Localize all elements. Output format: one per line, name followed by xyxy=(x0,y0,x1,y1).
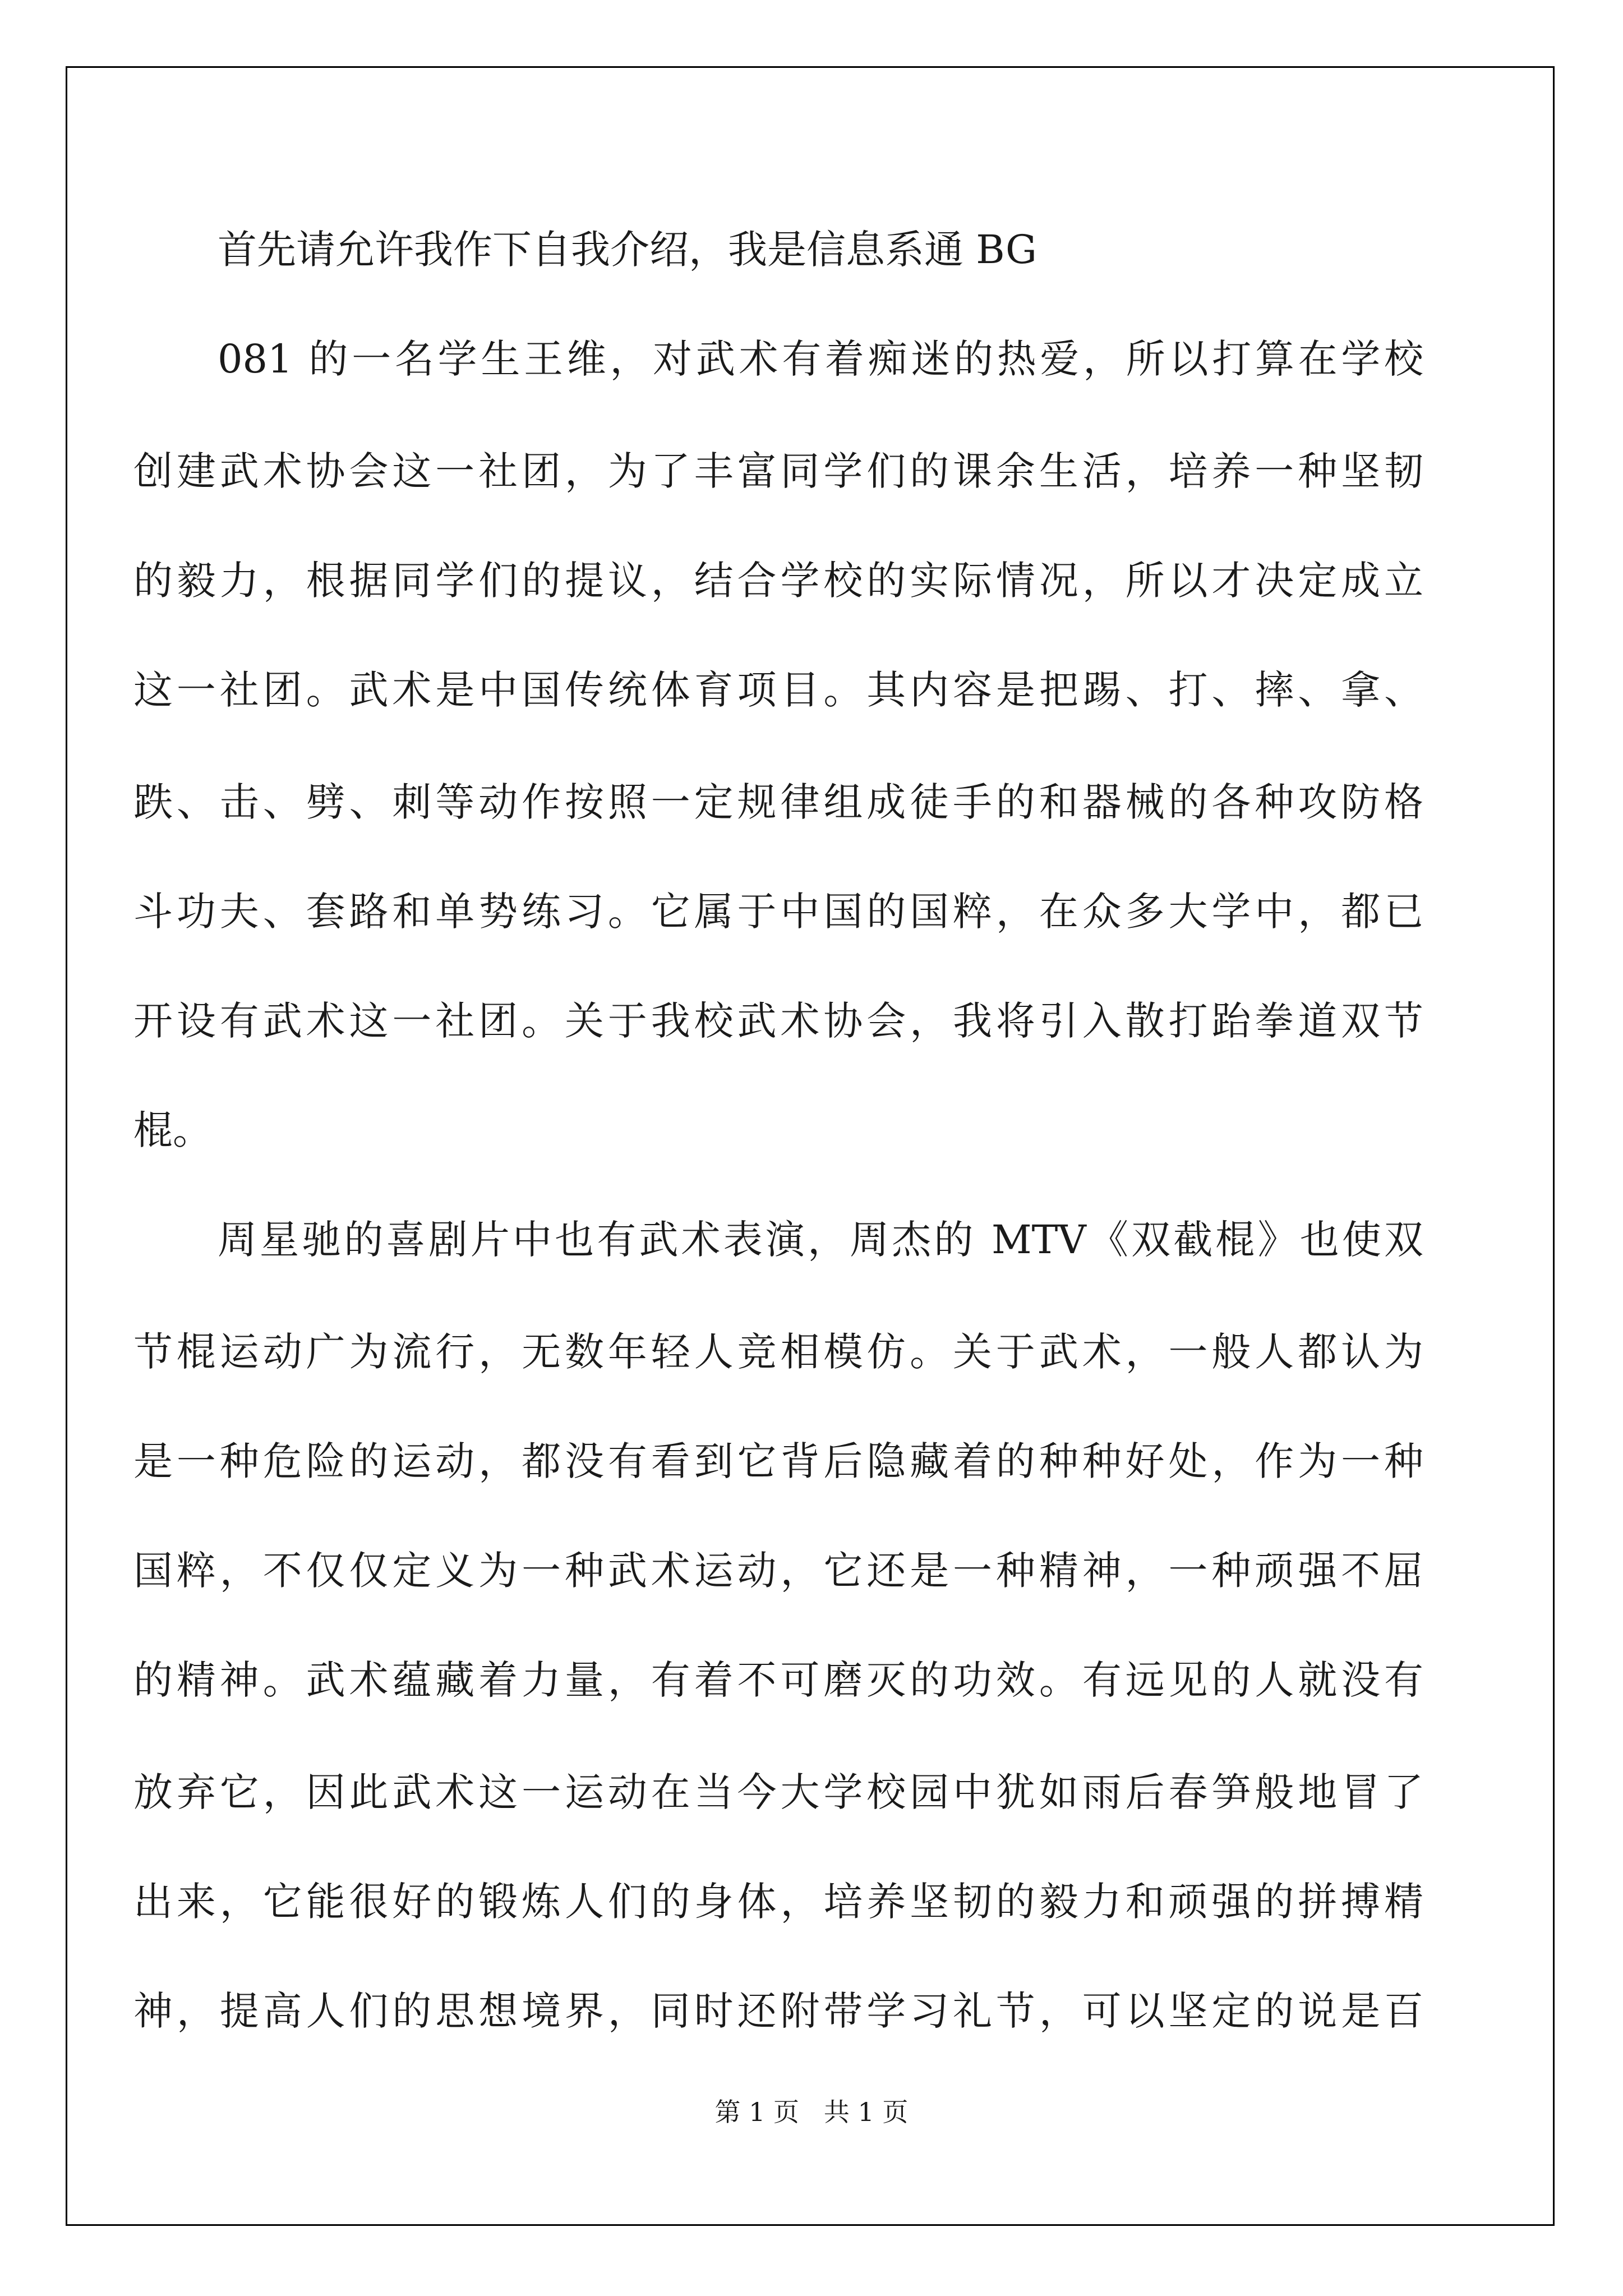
page-number-footer: 第 1 页 共 1 页 xyxy=(714,2097,909,2127)
paragraph-3-line-3: 是一种危险的运动，都没有看到它背后隐藏着的种种好处，作为一种 xyxy=(133,1438,1423,1484)
paragraph-3-line-4: 国粹，不仅仅定义为一种武术运动，它还是一种精神，一种顽强不屈 xyxy=(133,1548,1423,1594)
paragraph-3-line-8: 神，提高人们的思想境界，同时还附带学习礼节，可以坚定的说是百 xyxy=(133,1988,1423,2034)
paragraph-2-line-2: 创建武术协会这一社团，为了丰富同学们的课余生活，培养一种坚韧 xyxy=(133,448,1423,494)
paragraph-3-line-2: 节棍运动广为流行，无数年轻人竞相模仿。关于武术，一般人都认为 xyxy=(133,1329,1423,1375)
paragraph-3-line-5: 的精神。武术蕴藏着力量，有着不可磨灭的功效。有远见的人就没有 xyxy=(133,1657,1423,1703)
paragraph-3-line-6: 放弃它，因此武术这一运动在当今大学校园中犹如雨后春笋般地冒了 xyxy=(133,1769,1423,1815)
paragraph-2-line-7: 开设有武术这一社团。关于我校武术协会，我将引入散打跆拳道双节 xyxy=(133,998,1423,1044)
paragraph-1-line-1: 首先请允许我作下自我介绍，我是信息系通 BG xyxy=(218,227,1037,273)
paragraph-2-line-3: 的毅力，根据同学们的提议，结合学校的实际情况，所以才决定成立 xyxy=(133,558,1423,604)
paragraph-2-line-8: 棍。 xyxy=(133,1107,212,1153)
paragraph-3-line-7: 出来，它能很好的锻炼人们的身体，培养坚韧的毅力和顽强的拼搏精 xyxy=(133,1879,1423,1925)
paragraph-2-line-5: 跌、击、劈、刺等动作按照一定规律组成徒手的和器械的各种攻防格 xyxy=(133,779,1423,825)
paragraph-2-line-6: 斗功夫、套路和单势练习。它属于中国的国粹，在众多大学中，都已 xyxy=(133,889,1423,935)
paragraph-3-line-1: 周星驰的喜剧片中也有武术表演，周杰的 MTV《双截棍》也使双 xyxy=(218,1217,1423,1263)
paragraph-2-line-1: 081 的一名学生王维，对武术有着痴迷的热爱，所以打算在学校 xyxy=(218,336,1423,382)
paragraph-2-line-4: 这一社团。武术是中国传统体育项目。其内容是把踢、打、摔、拿、 xyxy=(133,667,1423,713)
